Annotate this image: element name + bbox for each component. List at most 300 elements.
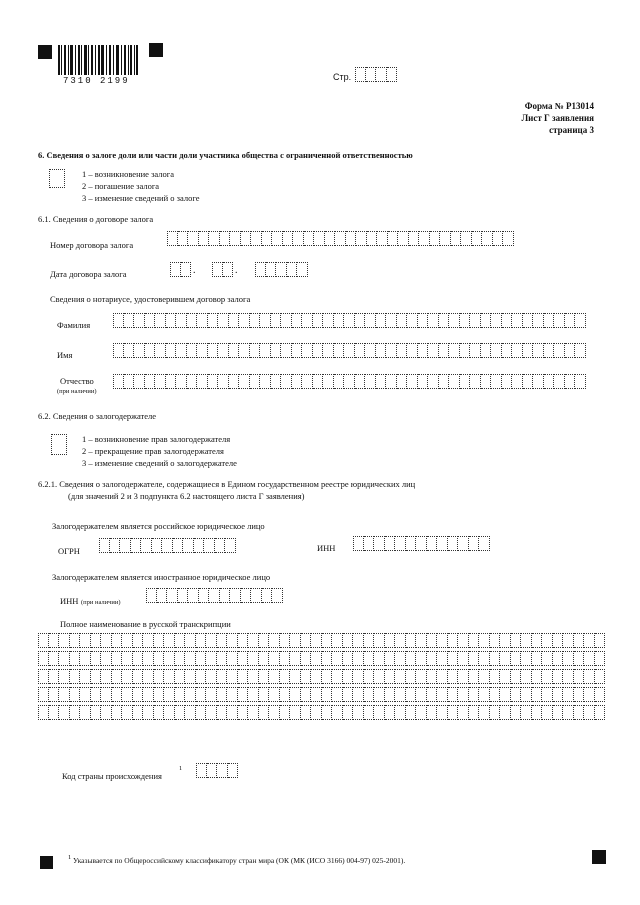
input-cell[interactable] xyxy=(490,633,501,648)
input-cell[interactable] xyxy=(437,633,448,648)
input-cell[interactable] xyxy=(395,705,406,720)
input-cell[interactable] xyxy=(290,633,301,648)
input-cell[interactable] xyxy=(502,343,513,358)
input-cell[interactable] xyxy=(427,705,438,720)
input-cell[interactable] xyxy=(230,588,241,603)
input-cell[interactable] xyxy=(199,231,210,246)
input-cell[interactable] xyxy=(575,313,586,328)
input-cell[interactable] xyxy=(227,705,238,720)
input-cell[interactable] xyxy=(124,313,135,328)
input-cell[interactable] xyxy=(575,343,586,358)
input-cell[interactable] xyxy=(266,262,277,277)
input-cell[interactable] xyxy=(269,669,280,684)
input-cell[interactable] xyxy=(427,687,438,702)
input-cell[interactable] xyxy=(176,313,187,328)
input-cell[interactable] xyxy=(533,374,544,389)
input-cell[interactable] xyxy=(290,669,301,684)
input-cell[interactable] xyxy=(407,313,418,328)
input-cell[interactable] xyxy=(595,669,606,684)
input-cell[interactable] xyxy=(217,705,228,720)
input-cell[interactable] xyxy=(493,231,504,246)
input-cell[interactable] xyxy=(353,705,364,720)
input-cell[interactable] xyxy=(176,374,187,389)
input-cell[interactable] xyxy=(229,374,240,389)
input-cell[interactable] xyxy=(292,313,303,328)
input-cell[interactable] xyxy=(500,705,511,720)
input-cell[interactable] xyxy=(206,705,217,720)
input-cell[interactable] xyxy=(544,343,555,358)
input-cell[interactable] xyxy=(196,651,207,666)
input-cell[interactable] xyxy=(364,633,375,648)
input-cell[interactable] xyxy=(188,588,199,603)
input-cell[interactable] xyxy=(143,705,154,720)
input-cell[interactable] xyxy=(491,313,502,328)
input-cell[interactable] xyxy=(377,231,388,246)
input-cell[interactable] xyxy=(470,343,481,358)
input-cell[interactable] xyxy=(297,262,308,277)
input-cell[interactable] xyxy=(112,705,123,720)
input-cell[interactable] xyxy=(70,651,81,666)
input-cell[interactable] xyxy=(334,374,345,389)
input-cell[interactable] xyxy=(164,687,175,702)
input-cell[interactable] xyxy=(185,705,196,720)
input-cell[interactable] xyxy=(346,231,357,246)
input-cell[interactable] xyxy=(322,633,333,648)
input-cell[interactable] xyxy=(218,374,229,389)
input-cell[interactable] xyxy=(280,705,291,720)
input-cell[interactable] xyxy=(301,687,312,702)
input-cell[interactable] xyxy=(175,633,186,648)
input-cell[interactable] xyxy=(217,633,228,648)
input-cell[interactable] xyxy=(212,262,223,277)
input-cell[interactable] xyxy=(113,313,124,328)
input-cell[interactable] xyxy=(355,343,366,358)
input-cell[interactable] xyxy=(143,669,154,684)
surname-field[interactable] xyxy=(113,313,586,328)
input-cell[interactable] xyxy=(155,374,166,389)
input-cell[interactable] xyxy=(332,633,343,648)
input-cell[interactable] xyxy=(271,374,282,389)
input-cell[interactable] xyxy=(227,687,238,702)
input-cell[interactable] xyxy=(512,343,523,358)
input-cell[interactable] xyxy=(398,231,409,246)
input-cell[interactable] xyxy=(427,633,438,648)
input-cell[interactable] xyxy=(164,651,175,666)
input-cell[interactable] xyxy=(209,231,220,246)
input-cell[interactable] xyxy=(80,669,91,684)
input-cell[interactable] xyxy=(532,633,543,648)
input-cell[interactable] xyxy=(397,343,408,358)
input-cell[interactable] xyxy=(490,687,501,702)
input-cell[interactable] xyxy=(386,343,397,358)
input-cell[interactable] xyxy=(59,705,70,720)
input-cell[interactable] xyxy=(250,374,261,389)
input-cell[interactable] xyxy=(38,651,49,666)
input-cell[interactable] xyxy=(469,651,480,666)
input-cell[interactable] xyxy=(542,669,553,684)
input-cell[interactable] xyxy=(122,687,133,702)
input-cell[interactable] xyxy=(416,705,427,720)
input-cell[interactable] xyxy=(38,633,49,648)
input-cell[interactable] xyxy=(112,687,123,702)
input-cell[interactable] xyxy=(217,763,228,778)
input-cell[interactable] xyxy=(59,651,70,666)
input-cell[interactable] xyxy=(482,231,493,246)
input-cell[interactable] xyxy=(143,651,154,666)
input-cell[interactable] xyxy=(70,705,81,720)
input-cell[interactable] xyxy=(181,262,192,277)
input-cell[interactable] xyxy=(374,687,385,702)
input-cell[interactable] xyxy=(521,687,532,702)
input-cell[interactable] xyxy=(511,705,522,720)
input-cell[interactable] xyxy=(448,651,459,666)
page-number-cells[interactable] xyxy=(355,67,397,82)
input-cell[interactable] xyxy=(166,313,177,328)
input-cell[interactable] xyxy=(280,669,291,684)
input-cell[interactable] xyxy=(563,633,574,648)
input-cell[interactable] xyxy=(322,669,333,684)
input-cell[interactable] xyxy=(311,687,322,702)
input-cell[interactable] xyxy=(208,343,219,358)
input-cell[interactable] xyxy=(197,313,208,328)
input-cell[interactable] xyxy=(196,633,207,648)
input-cell[interactable] xyxy=(355,313,366,328)
input-cell[interactable] xyxy=(164,669,175,684)
input-cell[interactable] xyxy=(185,633,196,648)
input-cell[interactable] xyxy=(574,669,585,684)
section62-choice-cell[interactable] xyxy=(51,434,67,455)
input-cell[interactable] xyxy=(395,633,406,648)
input-cell[interactable] xyxy=(437,651,448,666)
input-cell[interactable] xyxy=(175,651,186,666)
input-cell[interactable] xyxy=(374,705,385,720)
input-cell[interactable] xyxy=(385,633,396,648)
input-cell[interactable] xyxy=(367,231,378,246)
input-cell[interactable] xyxy=(175,687,186,702)
input-cell[interactable] xyxy=(458,669,469,684)
input-cell[interactable] xyxy=(523,374,534,389)
input-cell[interactable] xyxy=(353,651,364,666)
input-cell[interactable] xyxy=(301,651,312,666)
input-cell[interactable] xyxy=(134,313,145,328)
input-cell[interactable] xyxy=(133,687,144,702)
input-cell[interactable] xyxy=(185,687,196,702)
input-cell[interactable] xyxy=(595,687,606,702)
input-cell[interactable] xyxy=(70,687,81,702)
input-cell[interactable] xyxy=(167,231,178,246)
input-cell[interactable] xyxy=(325,231,336,246)
input-cell[interactable] xyxy=(469,633,480,648)
input-cell[interactable] xyxy=(196,687,207,702)
input-cell[interactable] xyxy=(133,651,144,666)
input-cell[interactable] xyxy=(386,313,397,328)
input-cell[interactable] xyxy=(395,669,406,684)
input-cell[interactable] xyxy=(407,343,418,358)
input-cell[interactable] xyxy=(355,67,366,82)
input-cell[interactable] xyxy=(416,633,427,648)
input-cell[interactable] xyxy=(101,633,112,648)
input-cell[interactable] xyxy=(503,231,514,246)
input-cell[interactable] xyxy=(281,374,292,389)
input-cell[interactable] xyxy=(532,705,543,720)
input-cell[interactable] xyxy=(187,343,198,358)
input-cell[interactable] xyxy=(196,705,207,720)
input-cell[interactable] xyxy=(227,669,238,684)
input-cell[interactable] xyxy=(374,669,385,684)
input-cell[interactable] xyxy=(353,633,364,648)
input-cell[interactable] xyxy=(374,633,385,648)
input-cell[interactable] xyxy=(143,687,154,702)
input-cell[interactable] xyxy=(292,343,303,358)
input-cell[interactable] xyxy=(427,669,438,684)
input-cell[interactable] xyxy=(460,313,471,328)
input-cell[interactable] xyxy=(38,687,49,702)
input-cell[interactable] xyxy=(406,705,417,720)
input-cell[interactable] xyxy=(197,374,208,389)
input-cell[interactable] xyxy=(406,669,417,684)
input-cell[interactable] xyxy=(178,231,189,246)
input-cell[interactable] xyxy=(479,705,490,720)
input-cell[interactable] xyxy=(472,231,483,246)
input-cell[interactable] xyxy=(502,313,513,328)
input-cell[interactable] xyxy=(259,705,270,720)
input-cell[interactable] xyxy=(206,669,217,684)
input-cell[interactable] xyxy=(376,67,387,82)
input-cell[interactable] xyxy=(122,669,133,684)
input-cell[interactable] xyxy=(91,651,102,666)
input-cell[interactable] xyxy=(584,705,595,720)
input-cell[interactable] xyxy=(38,669,49,684)
input-cell[interactable] xyxy=(356,231,367,246)
input-cell[interactable] xyxy=(91,633,102,648)
input-cell[interactable] xyxy=(364,669,375,684)
input-cell[interactable] xyxy=(154,687,165,702)
input-cell[interactable] xyxy=(313,343,324,358)
input-cell[interactable] xyxy=(500,669,511,684)
input-cell[interactable] xyxy=(218,343,229,358)
input-cell[interactable] xyxy=(238,651,249,666)
input-cell[interactable] xyxy=(110,538,121,553)
input-cell[interactable] xyxy=(230,231,241,246)
contract-date-month[interactable] xyxy=(212,262,233,277)
input-cell[interactable] xyxy=(154,669,165,684)
input-cell[interactable] xyxy=(553,687,564,702)
input-cell[interactable] xyxy=(250,313,261,328)
input-cell[interactable] xyxy=(427,536,438,551)
input-cell[interactable] xyxy=(145,343,156,358)
input-cell[interactable] xyxy=(385,705,396,720)
input-cell[interactable] xyxy=(553,651,564,666)
input-cell[interactable] xyxy=(479,651,490,666)
input-cell[interactable] xyxy=(166,343,177,358)
input-cell[interactable] xyxy=(311,651,322,666)
input-cell[interactable] xyxy=(511,651,522,666)
input-cell[interactable] xyxy=(260,343,271,358)
input-cell[interactable] xyxy=(80,687,91,702)
input-cell[interactable] xyxy=(220,231,231,246)
input-cell[interactable] xyxy=(563,651,574,666)
input-cell[interactable] xyxy=(323,343,334,358)
input-cell[interactable] xyxy=(542,651,553,666)
input-cell[interactable] xyxy=(523,343,534,358)
input-cell[interactable] xyxy=(334,313,345,328)
input-cell[interactable] xyxy=(157,588,168,603)
input-cell[interactable] xyxy=(437,687,448,702)
input-cell[interactable] xyxy=(166,374,177,389)
input-cell[interactable] xyxy=(91,687,102,702)
input-cell[interactable] xyxy=(386,374,397,389)
input-cell[interactable] xyxy=(269,687,280,702)
input-cell[interactable] xyxy=(229,313,240,328)
patronymic-field[interactable] xyxy=(113,374,586,389)
input-cell[interactable] xyxy=(406,536,417,551)
input-cell[interactable] xyxy=(269,633,280,648)
input-cell[interactable] xyxy=(175,669,186,684)
input-cell[interactable] xyxy=(511,669,522,684)
input-cell[interactable] xyxy=(574,633,585,648)
input-cell[interactable] xyxy=(301,705,312,720)
input-cell[interactable] xyxy=(532,651,543,666)
input-cell[interactable] xyxy=(448,536,459,551)
input-cell[interactable] xyxy=(133,633,144,648)
input-cell[interactable] xyxy=(208,313,219,328)
input-cell[interactable] xyxy=(101,705,112,720)
input-cell[interactable] xyxy=(259,687,270,702)
input-cell[interactable] xyxy=(176,343,187,358)
input-cell[interactable] xyxy=(521,705,532,720)
input-cell[interactable] xyxy=(563,705,574,720)
input-cell[interactable] xyxy=(565,374,576,389)
input-cell[interactable] xyxy=(376,313,387,328)
input-cell[interactable] xyxy=(292,374,303,389)
input-cell[interactable] xyxy=(113,374,124,389)
input-cell[interactable] xyxy=(419,231,430,246)
input-cell[interactable] xyxy=(395,536,406,551)
input-cell[interactable] xyxy=(449,343,460,358)
input-cell[interactable] xyxy=(479,669,490,684)
input-cell[interactable] xyxy=(481,343,492,358)
input-cell[interactable] xyxy=(238,705,249,720)
input-cell[interactable] xyxy=(269,651,280,666)
input-cell[interactable] xyxy=(460,343,471,358)
input-cell[interactable] xyxy=(416,669,427,684)
input-cell[interactable] xyxy=(281,343,292,358)
input-cell[interactable] xyxy=(366,67,377,82)
input-cell[interactable] xyxy=(584,651,595,666)
input-cell[interactable] xyxy=(385,669,396,684)
input-cell[interactable] xyxy=(344,313,355,328)
input-cell[interactable] xyxy=(407,374,418,389)
contract-date-year[interactable] xyxy=(255,262,308,277)
input-cell[interactable] xyxy=(553,633,564,648)
input-cell[interactable] xyxy=(122,633,133,648)
input-cell[interactable] xyxy=(448,687,459,702)
input-cell[interactable] xyxy=(301,633,312,648)
input-cell[interactable] xyxy=(272,588,283,603)
input-cell[interactable] xyxy=(335,231,346,246)
input-cell[interactable] xyxy=(155,313,166,328)
input-cell[interactable] xyxy=(343,633,354,648)
input-cell[interactable] xyxy=(542,633,553,648)
input-cell[interactable] xyxy=(80,705,91,720)
input-cell[interactable] xyxy=(469,687,480,702)
input-cell[interactable] xyxy=(241,588,252,603)
input-cell[interactable] xyxy=(322,651,333,666)
input-cell[interactable] xyxy=(91,705,102,720)
input-cell[interactable] xyxy=(584,687,595,702)
input-cell[interactable] xyxy=(311,705,322,720)
input-cell[interactable] xyxy=(491,343,502,358)
input-cell[interactable] xyxy=(364,536,375,551)
input-cell[interactable] xyxy=(458,687,469,702)
input-cell[interactable] xyxy=(208,374,219,389)
input-cell[interactable] xyxy=(439,313,450,328)
contract-date-day[interactable] xyxy=(170,262,191,277)
input-cell[interactable] xyxy=(185,651,196,666)
input-cell[interactable] xyxy=(481,374,492,389)
input-cell[interactable] xyxy=(152,538,163,553)
input-cell[interactable] xyxy=(196,763,207,778)
input-cell[interactable] xyxy=(206,651,217,666)
input-cell[interactable] xyxy=(259,669,270,684)
input-cell[interactable] xyxy=(223,262,234,277)
input-cell[interactable] xyxy=(91,669,102,684)
input-cell[interactable] xyxy=(259,651,270,666)
input-cell[interactable] xyxy=(199,588,210,603)
input-cell[interactable] xyxy=(512,313,523,328)
input-cell[interactable] xyxy=(416,536,427,551)
input-cell[interactable] xyxy=(146,588,157,603)
input-cell[interactable] xyxy=(469,705,480,720)
input-cell[interactable] xyxy=(376,374,387,389)
input-cell[interactable] xyxy=(38,705,49,720)
input-cell[interactable] xyxy=(302,343,313,358)
input-cell[interactable] xyxy=(355,374,366,389)
input-cell[interactable] xyxy=(134,343,145,358)
input-cell[interactable] xyxy=(544,313,555,328)
input-cell[interactable] xyxy=(395,687,406,702)
input-cell[interactable] xyxy=(418,343,429,358)
input-cell[interactable] xyxy=(311,669,322,684)
input-cell[interactable] xyxy=(227,633,238,648)
input-cell[interactable] xyxy=(134,374,145,389)
input-cell[interactable] xyxy=(574,687,585,702)
input-cell[interactable] xyxy=(143,633,154,648)
input-cell[interactable] xyxy=(332,705,343,720)
input-cell[interactable] xyxy=(238,687,249,702)
input-cell[interactable] xyxy=(194,538,205,553)
input-cell[interactable] xyxy=(451,231,462,246)
input-cell[interactable] xyxy=(458,651,469,666)
full-name-field[interactable] xyxy=(38,633,605,720)
input-cell[interactable] xyxy=(204,538,215,553)
input-cell[interactable] xyxy=(167,588,178,603)
input-cell[interactable] xyxy=(241,231,252,246)
input-cell[interactable] xyxy=(344,374,355,389)
input-cell[interactable] xyxy=(479,633,490,648)
input-cell[interactable] xyxy=(449,374,460,389)
input-cell[interactable] xyxy=(416,687,427,702)
input-cell[interactable] xyxy=(563,669,574,684)
input-cell[interactable] xyxy=(458,705,469,720)
input-cell[interactable] xyxy=(512,374,523,389)
input-cell[interactable] xyxy=(385,651,396,666)
input-cell[interactable] xyxy=(428,343,439,358)
input-cell[interactable] xyxy=(188,231,199,246)
input-cell[interactable] xyxy=(554,313,565,328)
input-cell[interactable] xyxy=(251,231,262,246)
input-cell[interactable] xyxy=(196,669,207,684)
